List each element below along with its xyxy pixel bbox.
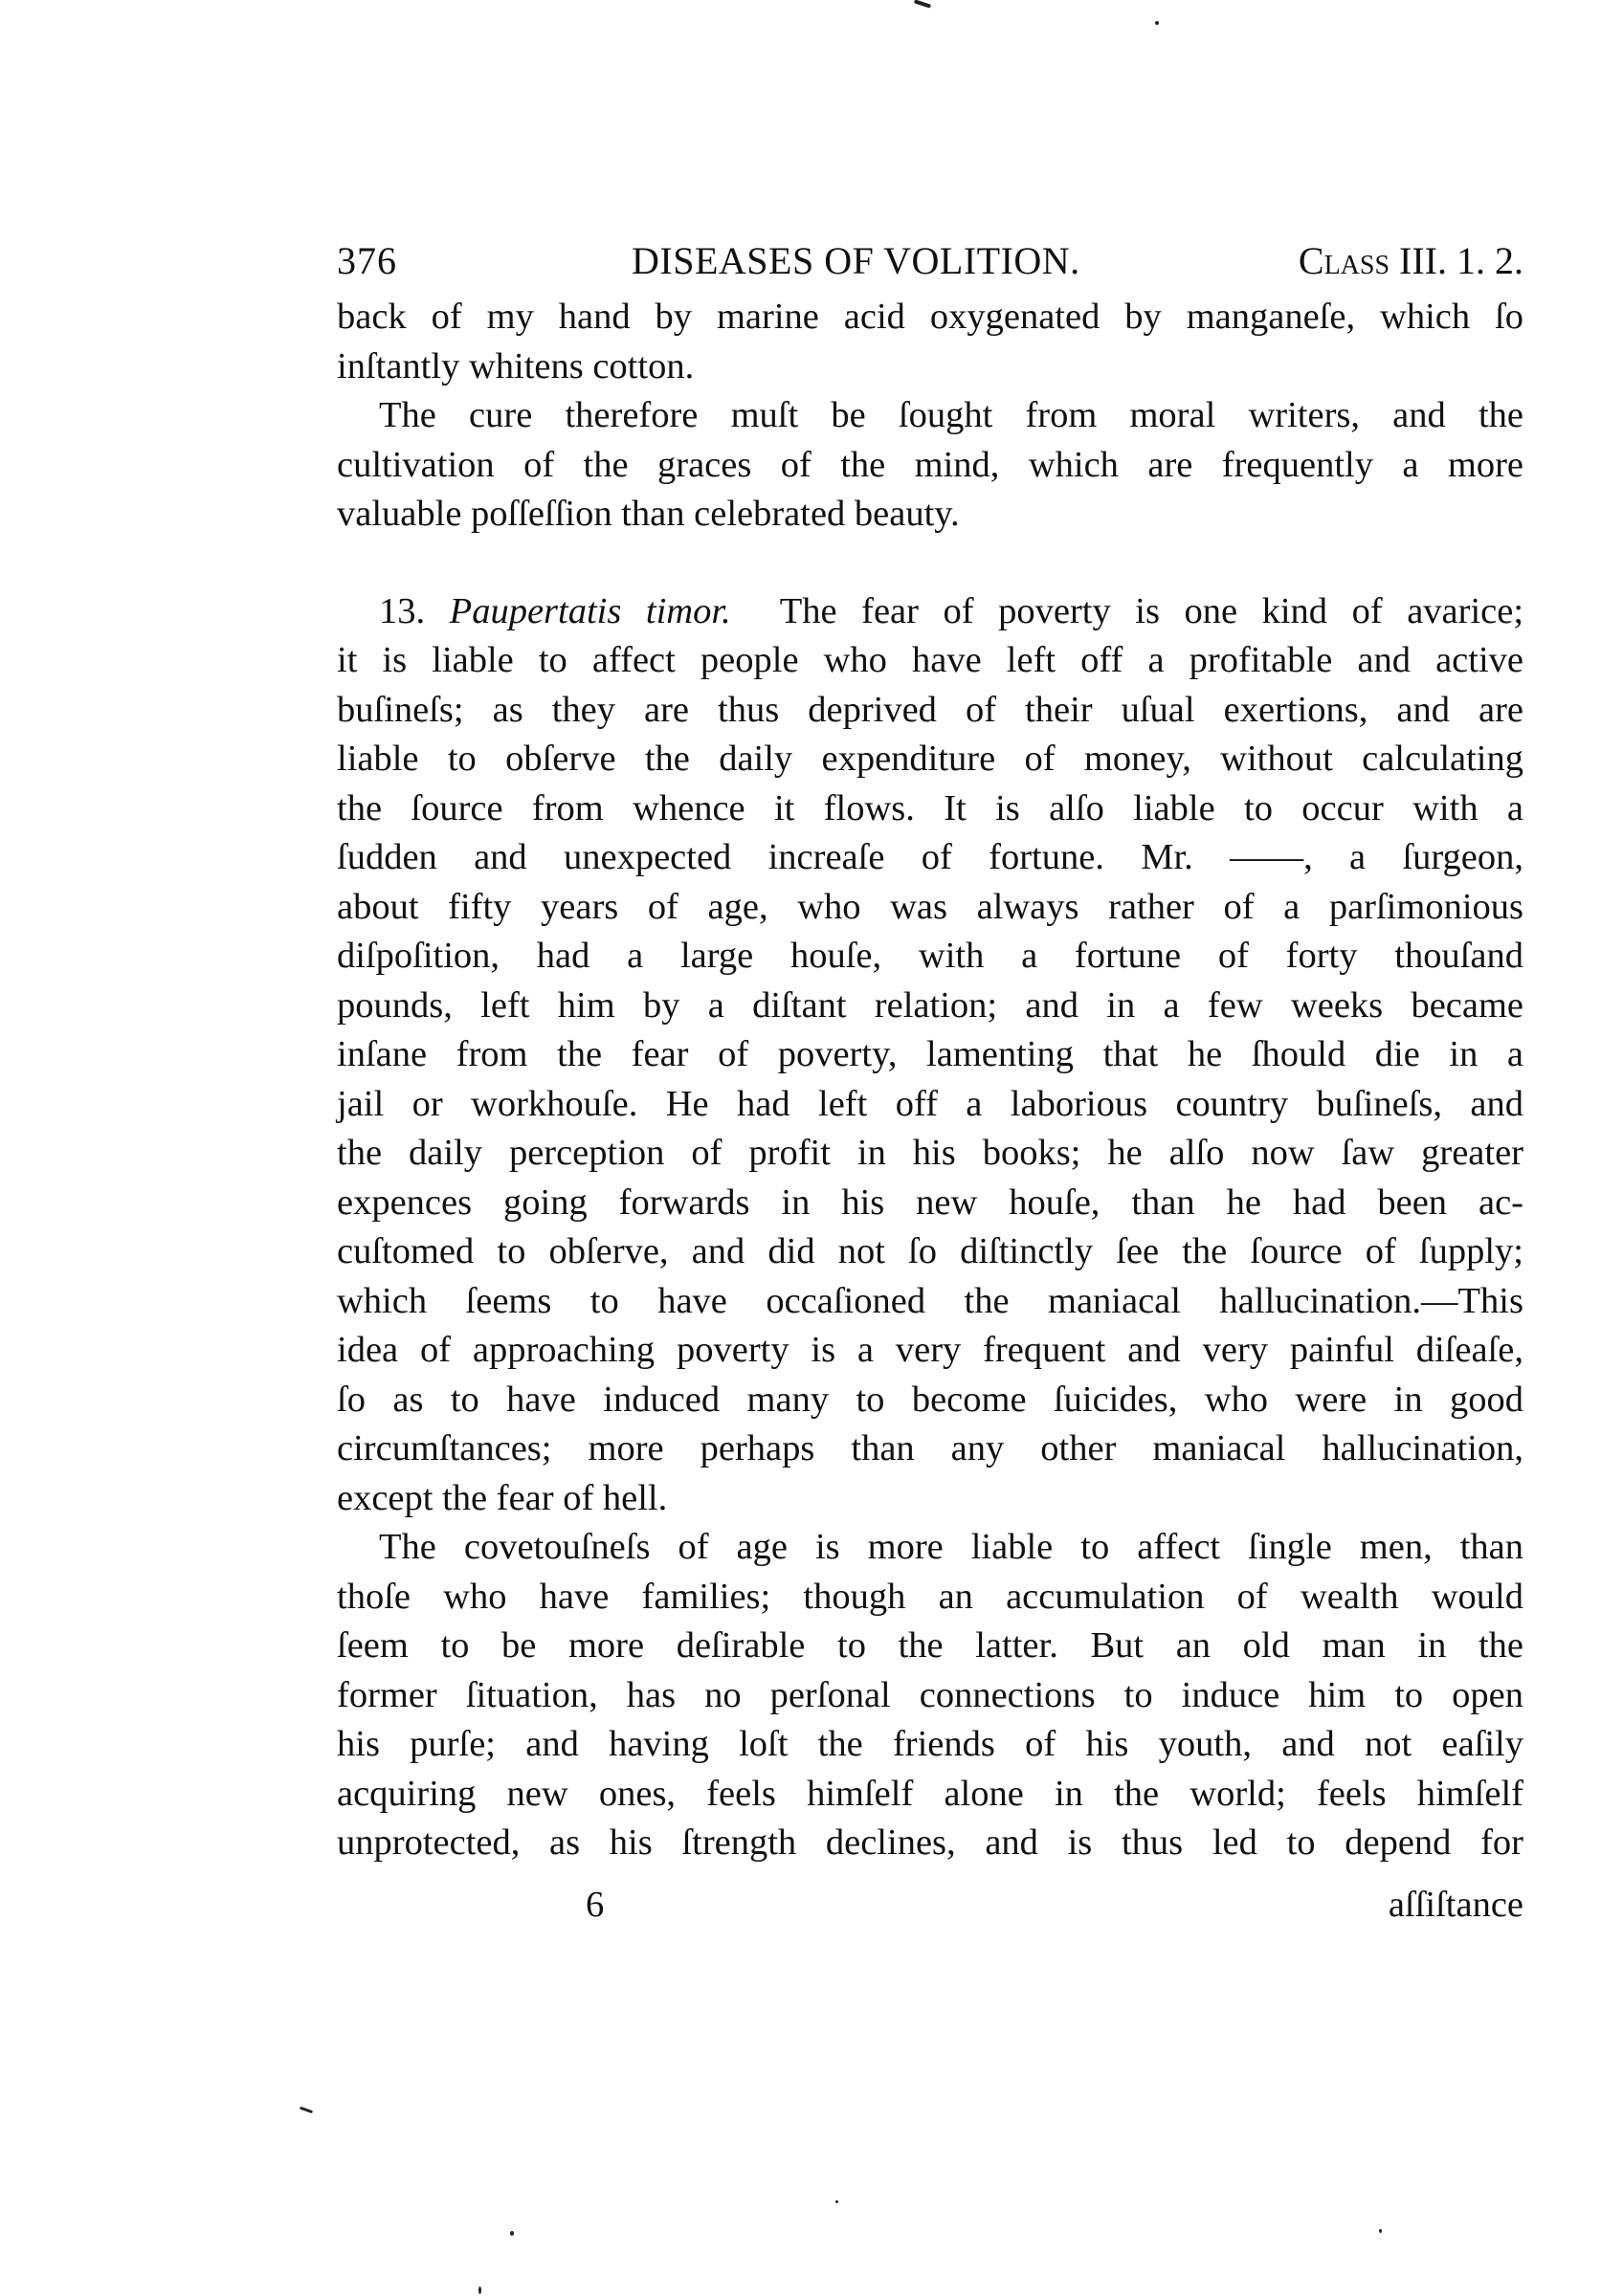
catchline — [337, 1880, 1523, 1930]
text-line: inſane from the fear of poverty, lamenting that he ſhould die in a — [337, 1034, 1523, 1074]
text-line: buſineſs; as they are thus deprived of their uſual exertions, and are — [337, 689, 1523, 730]
section-spacer — [337, 540, 1523, 587]
page-number: 376 — [337, 239, 397, 282]
scan-speck — [478, 2286, 481, 2294]
text-line: which ſeems to have occaſioned the maniacal hallucination.—This — [337, 1280, 1523, 1321]
text-line: acquiring new ones, feels himſelf alone in the world; feels himſelf — [337, 1773, 1523, 1814]
text-line: jail or workhouſe. He had left off a laborious country buſineſs, and — [337, 1083, 1523, 1124]
paragraph-cure — [337, 391, 1523, 540]
section-number: 13. — [379, 590, 426, 631]
text-line: except the fear of hell. — [337, 1477, 668, 1518]
text-run: The fear of poverty is one kind of avarice; — [779, 590, 1524, 631]
text-line: back of my hand by marine acid oxygenated by manganeſe, which ſo — [337, 297, 1523, 337]
class-reference: Class III. 1. 2. — [1298, 239, 1523, 282]
text-line: ſo as to have induced many to become ſuicides, who were in good — [337, 1379, 1523, 1420]
text-line: unprotected, as his ſtrength declines, and is thus led to depend for — [337, 1822, 1523, 1863]
text-line: circumſtances; more perhaps than any other maniacal hallucination, — [337, 1428, 1523, 1468]
paragraph-continuation — [337, 293, 1523, 391]
text-line: valuable poſſeſſion than celebrated beauty. — [337, 494, 960, 534]
section-heading-line — [337, 587, 1523, 637]
catchword: aſſiſtance — [1388, 1885, 1523, 1925]
text-line: diſpoſition, had a large houſe, with a fortune of forty thouſand — [337, 936, 1523, 976]
running-title: DISEASES OF VOLITION. — [632, 239, 1080, 282]
text-line: thoſe who have families; though an accumulation of wealth would — [337, 1576, 1523, 1617]
text-line: expences going forwards in his new houſe, than he had been ac- — [337, 1181, 1523, 1223]
text-line: pounds, left him by a diſtant relation; and in a few weeks became — [337, 984, 1523, 1026]
text-line: cuſtomed to obſerve, and did not ſo diſtinctly ſee the ſource of ſupply; — [337, 1231, 1523, 1271]
text-line: liable to obſerve the daily expenditure of money, without calculating — [337, 739, 1523, 779]
text-line: The cure therefore muſt be ſought from moral writers, and the — [379, 395, 1523, 435]
text-line: about fifty years of age, who was always rather of a parſimonious — [337, 886, 1523, 927]
text-line: his purſe; and having loſt the friends of his youth, and not eaſily — [337, 1724, 1523, 1764]
section-title: Paupertatis timor. — [449, 590, 731, 631]
text-line: cultivation of the graces of the mind, which are frequently a more — [337, 444, 1523, 485]
scan-speck — [1155, 21, 1159, 25]
text-line: former ſituation, has no perſonal connections to induce him to open — [337, 1674, 1523, 1715]
body-text — [337, 293, 1523, 1868]
running-head — [337, 237, 1523, 285]
scan-speck — [510, 2231, 514, 2236]
paragraph-covetousness — [337, 1523, 1523, 1868]
text-line: it is liable to affect people who have left off a profitable and active — [337, 640, 1523, 680]
scan-speck — [300, 2107, 313, 2114]
paragraph-section-13 — [337, 587, 1523, 1524]
text-line: inſtantly whitens cotton. — [337, 345, 695, 386]
text-line: ſeem to be more deſirable to the latter. But an old man in the — [337, 1625, 1523, 1666]
text-line: The covetouſneſs of age is more liable to affect ſingle men, than — [379, 1527, 1523, 1567]
scan-speck — [835, 2200, 838, 2203]
text-line: the ſource from whence it flows. It is alſo liable to occur with a — [337, 787, 1523, 828]
scan-speck — [1379, 2229, 1382, 2233]
text-line: the daily perception of profit in his books; he alſo now ſaw greater — [337, 1133, 1523, 1173]
text-line: ſudden and unexpected increaſe of fortune. Mr. ——, a ſurgeon, — [337, 837, 1523, 877]
signature-mark: 6 — [586, 1885, 605, 1925]
text-line: idea of approaching poverty is a very frequent and very painful diſeaſe, — [337, 1330, 1523, 1370]
scan-speck — [914, 0, 931, 9]
